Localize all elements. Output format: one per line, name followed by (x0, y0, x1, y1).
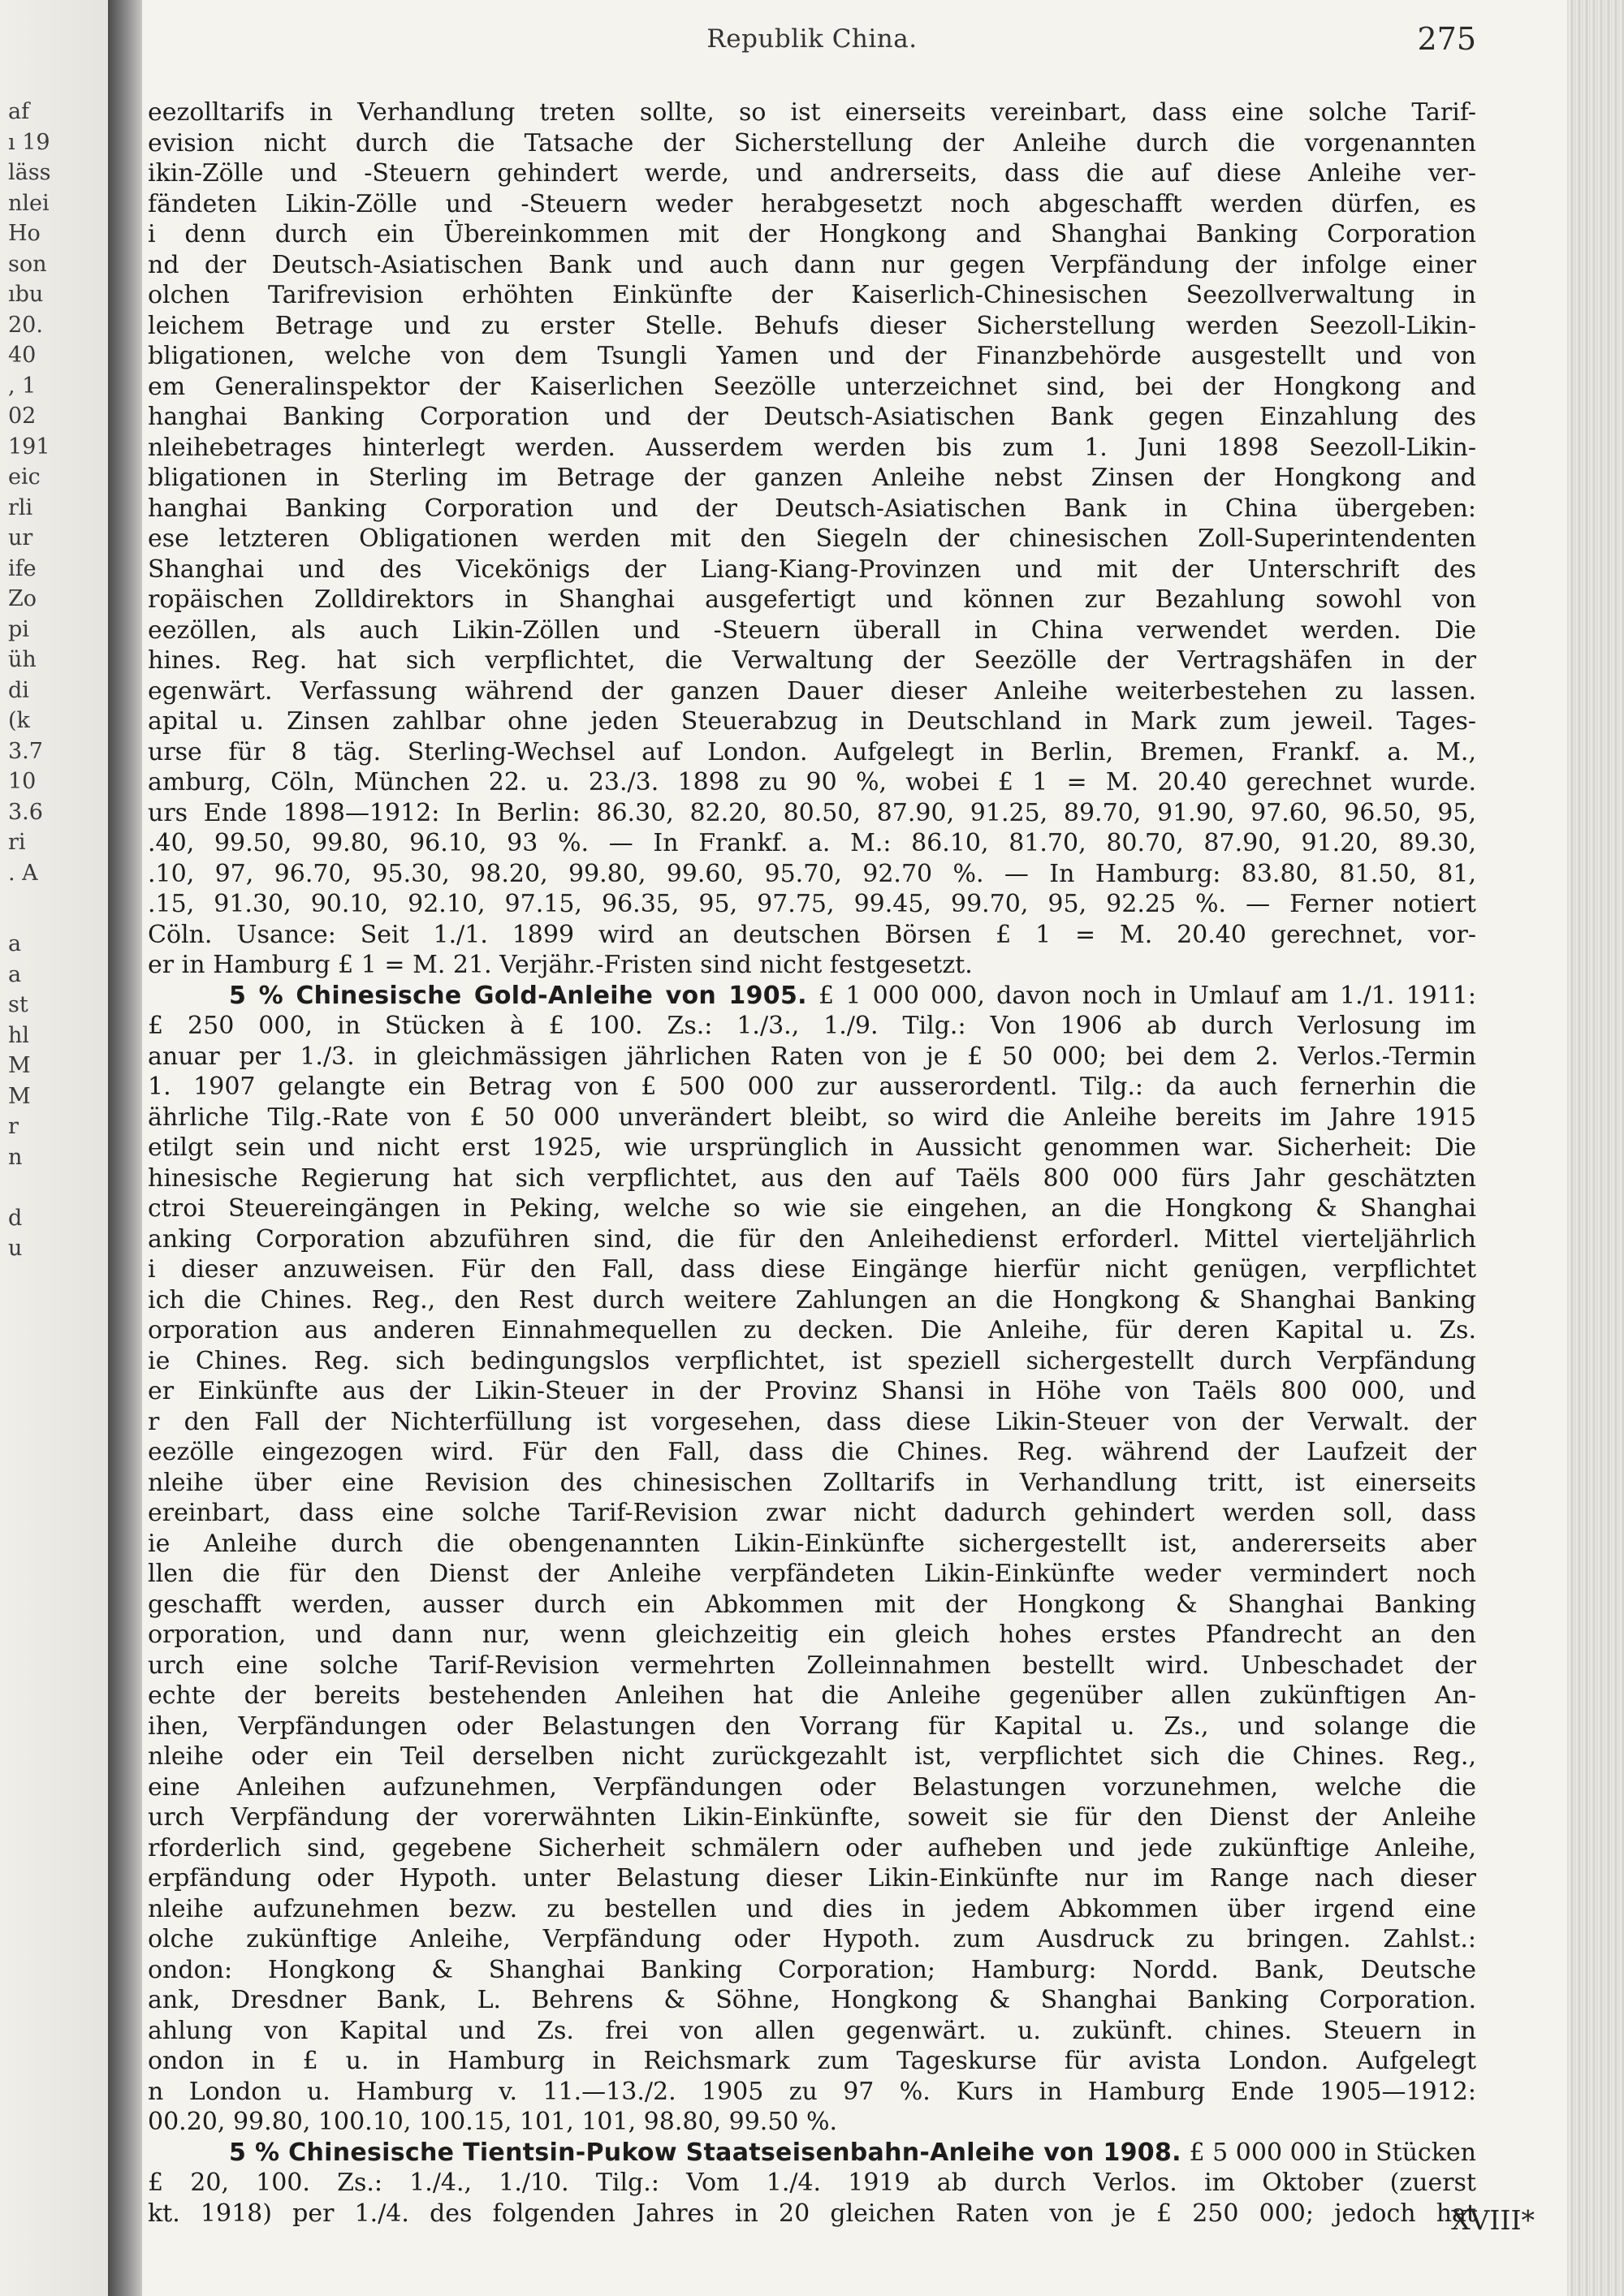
text-line: er in Hamburg £ 1 = M. 21. Verjähr.-Fristen sind nicht festgesetzt. (148, 951, 973, 979)
left-page-fragment: ri (8, 830, 26, 855)
left-page-fragment: di (8, 678, 29, 703)
text-line: anuar per 1./3. in gleichmässigen jährlichen Raten von je £ 50 000; bei dem 2. Verlos.-Termin (148, 1042, 1476, 1071)
text-line: Shanghai und des Vicekönigs der Liang-Kiang-Provinzen und mit der Unterschrift des (148, 555, 1476, 584)
left-page-fragment: hl (8, 1023, 30, 1048)
running-head: Republik China. (706, 24, 918, 54)
left-page-fragment: 10 (8, 769, 37, 794)
text-line: geschafft werden, ausser durch ein Abkommen mit der Hongkong & Shanghai Banking (148, 1590, 1476, 1619)
left-page-fragment: Ho (8, 221, 41, 246)
text-line: ereinbart, dass eine solche Tarif-Revision zwar nicht dadurch gehindert werden soll, dass (148, 1499, 1476, 1527)
text-line: leichem Betrage und zu erster Stelle. Behufs dieser Sicherstellung werden Seezoll-Likin- (148, 311, 1476, 340)
section-heading-tientsin-pukow-1908: 5 % Chinesische Tientsin-Pukow Staatseisenbahn-Anleihe von 1908. (229, 2138, 1181, 2167)
signature-mark: XVIII* (1451, 2204, 1535, 2236)
text-line: Cöln. Usance: Seit 1./1. 1899 wird an deutschen Börsen £ 1 = M. 20.40 gerechnet, vor- (148, 920, 1476, 949)
text-line: rforderlich sind, gegebene Sicherheit schmälern oder aufheben und jede zukünftige Anleihe, (148, 1833, 1476, 1862)
section-heading-gold-loan-1905: 5 % Chinesische Gold-Anleihe von 1905. (229, 981, 807, 1010)
text-line: urse für 8 täg. Sterling-Wechsel auf London. Aufgelegt in Berlin, Bremen, Frankf. a. M., (148, 737, 1476, 766)
text-line: apital u. Zinsen zahlbar ohne jeden Steuerabzug in Deutschland in Mark zum jeweil. Tages- (148, 707, 1476, 736)
section-gold-loan-1905 (148, 1011, 1476, 2138)
text-line: urch eine solche Tarif-Revision vermehrten Zolleinnahmen bestellt wird. Unbeschadet der (148, 1651, 1476, 1680)
text-line: eezöllen, als auch Likin-Zöllen und -Steuern überall in China verwendet werden. Die (148, 615, 1476, 645)
left-page-fragment: eic (8, 464, 41, 490)
text-line: er Einkünfte aus der Likin-Steuer in der Provinz Shansi in Höhe von Taëls 800 000, und (148, 1377, 1476, 1405)
left-page-fragment: ur (8, 525, 33, 550)
text-line: eezölle eingezogen wird. Für den Fall, dass die Chines. Reg. während der Laufzeit der (148, 1438, 1476, 1466)
left-page-fragment: läss (8, 160, 51, 185)
left-page-fragment: a (8, 962, 22, 987)
text-line: urch Verpfändung der vorerwähnten Likin-Einkünfte, soweit sie für den Dienst der Anleihe (148, 1803, 1476, 1832)
text-line: bligationen in Sterling im Betrage der ganzen Anleihe nebst Zinsen der Hongkong and (148, 464, 1476, 492)
left-page-fragment: ı 19 (8, 130, 50, 155)
left-page-fragment: , 1 (8, 373, 37, 399)
text-line: ctroi Steuereingängen in Peking, welche so wie sie eingehen, an die Hongkong & Shanghai (148, 1194, 1476, 1223)
left-page-fragment: 191 (8, 434, 50, 460)
left-page-fragment: nlei (8, 191, 50, 216)
section-heading-continuation: £ 5 000 000 in Stücken (1189, 2138, 1476, 2167)
text-line: .40, 99.50, 99.80, 96.10, 93 %. — In Frankf. a. M.: 86.10, 81.70, 80.70, 87.90, 91.20, 89.30, (148, 829, 1476, 857)
text-line: ikin-Zölle und -Steuern gehindert werde, und andrerseits, dass die auf diese Anleihe ver- (148, 159, 1476, 188)
text-line: .10, 97, 96.70, 95.30, 98.20, 99.80, 99.60, 95.70, 92.70 %. — In Hamburg: 83.80, 81.50, 81, (148, 859, 1476, 888)
text-line: 1. 1907 gelangte ein Betrag von £ 500 000 zur ausserordentl. Tilg.: da auch fernerhin die (148, 1072, 1476, 1101)
text-line: nleihe oder ein Teil derselben nicht zurückgezahlt ist, verpflichtet sich die Chines. Reg., (148, 1742, 1476, 1771)
left-page-fragment: af (8, 99, 30, 124)
text-line: olche zukünftige Anleihe, Verpfändung oder Hypoth. zum Ausdruck zu bringen. Zahlst.: (148, 1925, 1476, 1953)
text-line: ondon in £ u. in Hamburg in Reichsmark zum Tageskurse für avista London. Aufgelegt (148, 2047, 1476, 2075)
left-page-fragment: u (8, 1236, 23, 1261)
text-line: em Generalinspektor der Kaiserlichen Seezölle unterzeichnet sind, bei der Hongkong and (148, 372, 1476, 401)
text-line: n London u. Hamburg v. 11.—13./2. 1905 zu 97 %. Kurs in Hamburg Ende 1905—1912: (148, 2077, 1476, 2106)
left-page-fragment: 40 (8, 343, 37, 368)
text-line: echte der bereits bestehenden Anleihen hat die Anleihe gegenüber allen zukünftigen An- (148, 1681, 1476, 1710)
text-line: ihen, Verpfändungen oder Belastungen den Vorrang für Kapital u. Zs., und solange die (148, 1711, 1476, 1741)
text-line: etilgt sein und nicht erst 1925, wie ursprünglich in Aussicht genommen war. Sicherheit: Die (148, 1133, 1476, 1162)
text-line: ährliche Tilg.-Rate von £ 50 000 unverändert bleibt, so wird die Anleihe bereits im Jahre 1915 (148, 1103, 1476, 1132)
text-line: evision nicht durch die Tatsache der Sicherstellung der Anleihe durch die vorgenannten (148, 128, 1476, 158)
text-line: £ 250 000, in Stücken à £ 100. Zs.: 1./3., 1./9. Tilg.: Von 1906 ab durch Verlosung im (148, 1012, 1476, 1040)
text-line: erpfändung oder Hypoth. unter Belastung dieser Likin-Einkünfte nur im Range nach dieser (148, 1864, 1476, 1892)
text-line: i denn durch ein Übereinkommen mit der Hongkong and Shanghai Banking Corporation (148, 220, 1476, 248)
text-line: urs Ende 1898—1912: In Berlin: 86.30, 82.20, 80.50, 87.90, 91.25, 89.70, 91.90, 97.60, 96.50, 95, (148, 798, 1476, 827)
text-line: eezolltarifs in Verhandlung treten sollte, so ist einerseits vereinbart, dass eine solche Tarif- (148, 98, 1476, 127)
text-line: 00.20, 99.80, 100.10, 100.15, 101, 101, 98.80, 99.50 %. (148, 2108, 838, 2136)
text-line: bligationen, welche von dem Tsungli Yamen und der Finanzbehörde ausgestellt und von (148, 342, 1476, 370)
left-page-fragment: son (8, 252, 47, 277)
section-tientsin-pukow-loan-1908 (148, 2168, 1476, 2229)
left-page-fragment: Zo (8, 586, 37, 611)
text-line: orporation, und dann nur, wenn gleichzeitig ein gleich hohes erstes Pfandrecht an den (148, 1621, 1476, 1649)
text-line: nd der Deutsch-Asiatischen Bank und auch dann nur gegen Verpfändung der infolge einer (148, 250, 1476, 279)
text-line: nleihe aufzunehmen bezw. zu bestellen und dies in jedem Abkommen über irgend eine (148, 1894, 1476, 1923)
left-page-fragment: a (8, 931, 22, 956)
text-line: kt. 1918) per 1./4. des folgenden Jahres in 20 gleichen Raten von je £ 250 000; jedoch hat (148, 2199, 1476, 2228)
left-page-fragment: 02 (8, 404, 37, 429)
text-line: anking Corporation abzuführen sind, die für den Anleihedienst erforderl. Mittel vierteljährlich (148, 1224, 1476, 1254)
book-page (148, 21, 1476, 2281)
text-line: i dieser anzuweisen. Für den Fall, dass diese Eingänge hierfür nicht genügen, verpflichtet (148, 1255, 1476, 1284)
text-line: ese letzteren Obligationen werden mit den Siegeln der chinesischen Zoll-Superintendenten (148, 524, 1476, 553)
text-line: hines. Reg. hat sich verpflichtet, die Verwaltung der Seezölle der Vertragshäfen in der (148, 646, 1476, 675)
left-page-fragment: 3.6 (8, 800, 43, 825)
section-heading-line (148, 2138, 1476, 2169)
text-line: nleihebetrages hinterlegt werden. Ausserdem werden bis zum 1. Juni 1898 Seezoll-Likin- (148, 433, 1476, 462)
text-line: orporation aus anderen Einnahmequellen zu decken. Die Anleihe, für deren Kapital u. Zs. (148, 1316, 1476, 1344)
text-line: eine Anleihen aufzunehmen, Verpfändungen oder Belastungen vorzunehmen, welche die (148, 1772, 1476, 1802)
left-page-fragment: 20. (8, 313, 43, 338)
text-line: egenwärt. Verfassung während der ganzen Dauer dieser Anleihe weiterbestehen zu lassen. (148, 676, 1476, 706)
left-page-fragment: M (8, 1053, 31, 1078)
left-page-fragment: n (8, 1145, 23, 1170)
text-line: olchen Tarifrevision erhöhten Einkünfte der Kaiserlich-Chinesischen Seezollverwaltung in (148, 281, 1476, 309)
text-line: nleihe über eine Revision des chinesischen Zolltarifs in Verhandlung tritt, ist einerseits (148, 1468, 1476, 1497)
text-line: ie Anleihe durch die obengenannten Likin-Einkünfte sichergestellt ist, andererseits aber (148, 1529, 1476, 1558)
text-line: ahlung von Kapital und Zs. frei von allen gegenwärt. u. zukünft. chines. Steuern in (148, 2016, 1476, 2045)
text-line: ropäischen Zolldirektors in Shanghai ausgefertigt und können zur Bezahlung sowohl von (148, 585, 1476, 614)
page-number: 275 (1417, 21, 1476, 57)
left-page-fragment: pi (8, 617, 29, 642)
section-heading-line (148, 981, 1476, 1012)
left-page-fragment: M (8, 1084, 31, 1109)
text-line: .15, 91.30, 90.10, 92.10, 97.15, 96.35, 95, 97.75, 99.45, 99.70, 95, 92.25 %. — Ferner notiert (148, 890, 1476, 918)
left-page-fragment: (k (8, 708, 30, 733)
text-line: fändeten Likin-Zölle und -Steuern weder herabgesetzt noch abgeschafft werden dürfen, es (148, 189, 1476, 218)
left-page-fragment: st (8, 992, 28, 1017)
left-page-fragment: üh (8, 647, 37, 672)
right-page-edge (1567, 0, 1624, 2296)
left-page-fragment: . A (8, 861, 38, 886)
section-previous-loan-continued (148, 97, 1476, 981)
text-line: ich die Chines. Reg., den Rest durch weitere Zahlungen an die Hongkong & Shanghai Banking (148, 1285, 1476, 1314)
book-gutter (108, 0, 142, 2296)
text-line: ank, Dresdner Bank, L. Behrens & Söhne, Hongkong & Shanghai Banking Corporation. (148, 1986, 1476, 2014)
text-line: amburg, Cöln, München 22. u. 23./3. 1898 zu 90 %, wobei £ 1 = M. 20.40 gerechnet wurde. (148, 768, 1476, 796)
text-line: hanghai Banking Corporation und der Deutsch-Asiatischen Bank gegen Einzahlung des (148, 403, 1476, 431)
text-line: llen die für den Dienst der Anleihe verpfändeten Likin-Einkünfte weder vermindert noch (148, 1560, 1476, 1588)
section-heading-continuation: £ 1 000 000, davon noch in Umlauf am 1./1. 1911: (818, 981, 1476, 1010)
left-page-fragment: rli (8, 495, 33, 520)
text-line: ondon: Hongkong & Shanghai Banking Corporation; Hamburg: Nordd. Bank, Deutsche (148, 1955, 1476, 1984)
left-page-fragment: r (8, 1114, 19, 1139)
left-page-fragment: ife (8, 556, 37, 581)
left-page-fragment: ıbu (8, 282, 44, 307)
left-page-fragment: 3.7 (8, 739, 43, 764)
left-page-fragment: d (8, 1206, 23, 1231)
text-line: hinesische Regierung hat sich verpflichtet, aus den auf Taëls 800 000 fürs Jahr geschätzten (148, 1163, 1476, 1193)
page-header (148, 21, 1476, 73)
text-line: hanghai Banking Corporation und der Deutsch-Asiatischen Bank in China übergeben: (148, 494, 1476, 523)
page-body (148, 97, 1476, 2229)
text-line: ie Chines. Reg. sich bedingungslos verpflichtet, ist speziell sichergestellt durch Verpfändung (148, 1346, 1476, 1375)
text-line: r den Fall der Nichterfüllung ist vorgesehen, dass diese Likin-Steuer von der Verwalt. der (148, 1407, 1476, 1436)
text-line: £ 20, 100. Zs.: 1./4., 1./10. Tilg.: Vom 1./4. 1919 ab durch Verlos. im Oktober (zuerst (148, 2169, 1476, 2197)
